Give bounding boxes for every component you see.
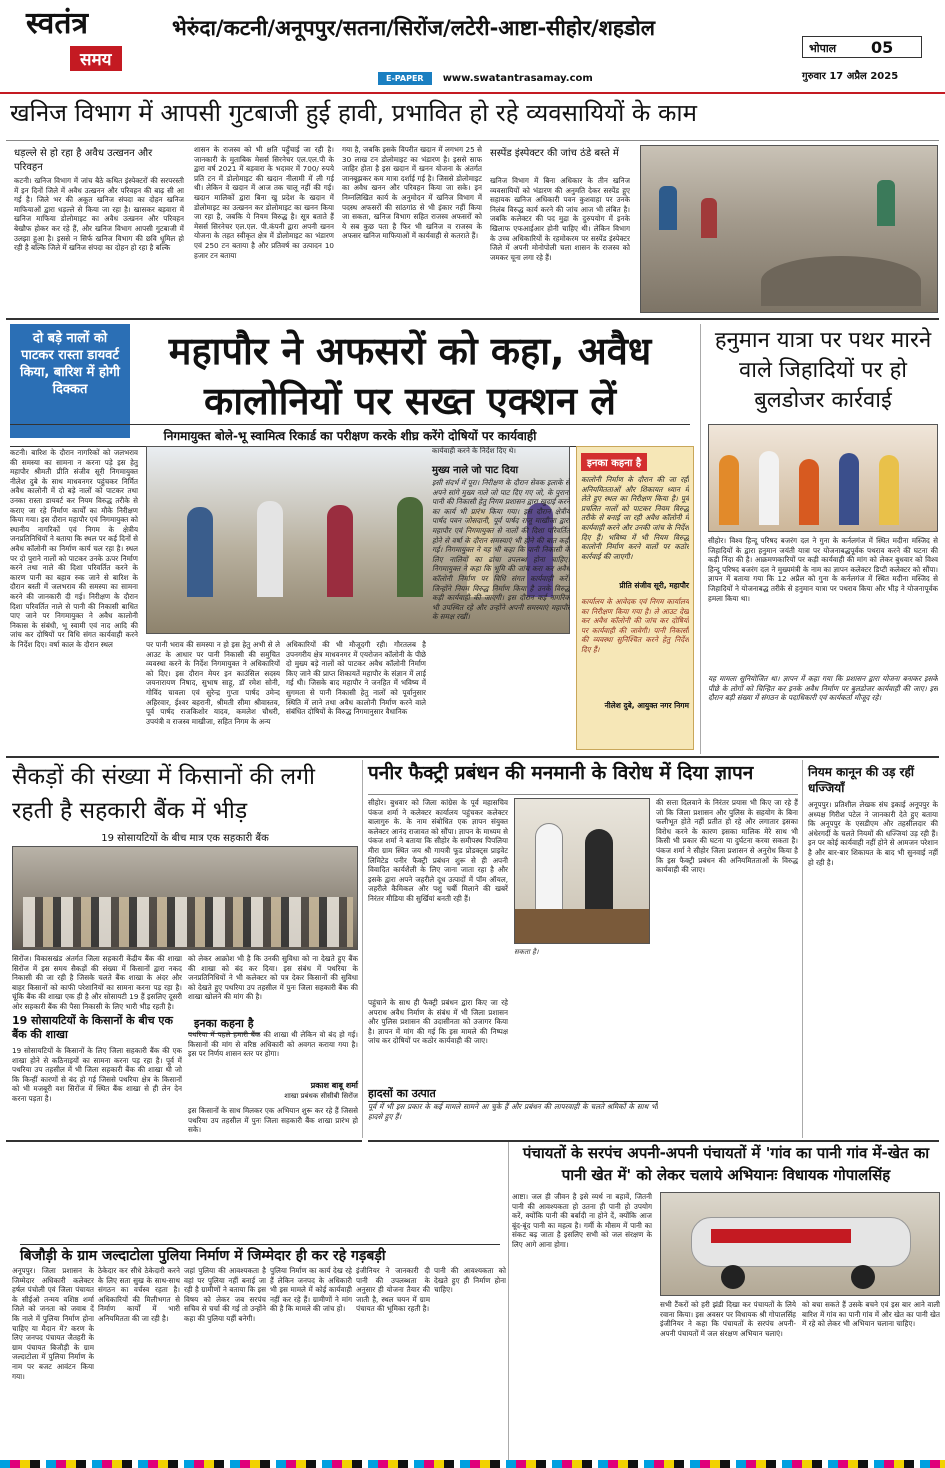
bijori-headline: बिजौड़ी के ग्राम जल्दाटोला पुलिया निर्माण में जिम्मेदार ही कर रहे गड़बड़ी	[20, 1244, 500, 1265]
mayor-col-2: पर पानी भराव की समस्या न हो इस हेतु अभी से ले आउट के आधार पर पानी निकासी की समुचित व्यवस्था करने के निर्देश निगमायुक्त ने अधिकारियों को दिए। इस दौरान मेयर इन काउंसिल सदस्य जयनारायण निषाद, सुभाष साहू, डॉ रमेश सोनी, गोविंद चावला एवं सुरेन्द्र गुप्ता पार्षद उमेन्द अहिरवार, ईश्वर बहरानी, श्रीमती सीमा श्रीवास्तव, पूर्व पार्षद राजकिशोर यादव, कमलेश चौधरी, उपयंत्री व राजस्व माखीजा, सहित निगम के अन्य	[146, 640, 280, 726]
top-story-kicker: धड़ल्ले से हो रहा है अवैध उत्खनन और परिवहन	[14, 148, 153, 173]
paneer-headline: पनीर फैक्ट्री प्रबंधन की मनमानी के विरोध में दिया ज्ञापन	[368, 762, 754, 784]
mayor-headline: महापौर ने अफसरों को कहा, अवैध कालोनियों पर सख्त एक्शन लें	[168, 329, 652, 423]
mayor-note-1-by: प्रीति संजीव सूरी, महापौर	[619, 581, 689, 590]
mayor-note-2: कार्यालय के आवेदक एवं निगम कार्यालय का निरीक्षण किया गया है। ले आउट देख कर अवैध कॉलोनी की जांच कर दोषियों पर कार्यवाही की जावेगी। पानी निकासी की व्यवस्था सुनिश्चित करने हेतु निर्देश दिए हैं।	[581, 597, 689, 654]
bank-note: पथरिया में पहले हमारी बैंक की शाखा थी लेकिन वो बंद हो गई। किसानों की मांग से वरिष्ठ अधिकारी को अवगत कराया गया है। इस पर निर्णय शासन स्तर पर होगा।	[188, 1030, 358, 1059]
paneer-col-1: सीहोर। बुधवार को जिला कांग्रेस के पूर्व महासचिव पंकज शर्मा ने कलेक्टर कार्यालय पहुंचकर कलेक्टर बालागुरु के. के नाम संबोधित एक ज्ञापन संयुक्त कलेक्टर आनंद राजावत को सौंपा। ज्ञापन के माध्यम से पंकज शर्मा ने बताया कि सीहोर के समीपस्थ पिपलिया मीरा ग्राम स्थित जय श्री गायत्री फूड प्रोडक्ट्स प्राइवेट लिमिटेड पनीर फैक्ट्री प्रबंधन शुरू से ही अपनी विवादित कार्यशैली के लिए जाना जाता रहा है और इसके द्वारा अपने जहरीले दूध उत्पादों में पॉम ऑयल, जहरीले कैमिकल और पशु चर्बी मिलाने की खबरें निरंतर मीडिया की सुर्खियां बनती रही हैं।	[368, 798, 508, 903]
top-story-headline: खनिज विभाग में आपसी गुटबाजी हुई हावी, प्रभावित हो रहे व्यवसायियों के काम	[10, 99, 697, 127]
paneer-col-2: पहुंचाने के साथ ही फैक्ट्री प्रबंधन द्वारा किए जा रहे अपराध अवैध निर्माण के संबंध में भी जिला प्रशासन और पुलिस प्रशासन की उदासीनता को उजागर किया है। ज्ञापन में मांग की गई कि इस मामले की निष्पक्ष जांच कर दोषियों पर कठोर कार्यवाही की जाए।	[368, 998, 508, 1046]
logo-top-text: स्वतंत्र	[26, 6, 89, 41]
bijori-col-5: इंजीनियर ने जानकारी दी पानी की उपलब्धता के अनुसार ही योजना तैयार की जाती है, स्थल चयन में ग्राम पंचायत की भूमिका रहती है।	[356, 1266, 430, 1314]
date-line: गुरुवार 17 अप्रैल 2025	[802, 71, 899, 82]
bijori-col-4: पुलिया निर्माण का कार्य देख रहे हैं लेकिन जनपद के अधिकारी भी इस मामले में कोई कार्यवाही नहीं कर रहे हैं। ग्रामीणों ने मांग की है कि मामले की जांच हो।	[270, 1266, 352, 1314]
bank-headline: सैकड़ों की संख्या में किसानों की लगी रहती है सहकारी बैंक में भीड़	[12, 764, 315, 824]
bank-col-1: सिरोंज। विकासखंड अंतर्गत जिला सहकारी केंद्रीय बैंक की शाखा सिरोंज में इस समय सैकड़ों की संख्या में किसानों द्वारा नकद निकासी की जा रही है जिसके चलते बैंक शाखा के अंदर और बाहर किसानों को काफी परेशानियों का सामना करना पड़ रहा है। चूंकि बैंक की शाखा एक ही है और सोसायटी 19 हैं इसलिए दूसरी ओर सहकारी बैंक की पैसा निकासी के लिए भारी भीड़ रहती है।	[12, 954, 182, 1010]
panchayat-body-3: को बचा सकते हैं उसके बचने एवं इस बार आने वाली बारिश में गांव का पानी गांव में और खेत का पानी खेत में रहे को लेकर भी अभियान चलाना चाहिए।	[802, 1300, 940, 1329]
mayor-note-box	[576, 446, 694, 750]
page-number: 05	[871, 38, 894, 57]
mayor-kicker: मुख्य नाले जो पाट दिया	[432, 465, 519, 476]
niyam-headline: नियम कानून की उड़ रहीं धज्जियाँ	[808, 765, 914, 795]
hanuman-body-2: यह मामला सुनियोजित था। ज्ञापन में कहा गया कि प्रशासन द्वारा योजना बनाकर इसके पीछे के लोगों को चिन्हित कर इनके अवैध निर्माण पर बुलडोजर कार्यवाही की जाए। इस दौरान बड़ी संख्या में संगठन के पदाधिकारी एवं कार्यकर्ता मौजूद रहे।	[708, 674, 938, 703]
hanuman-body: सीहोर। विश्व हिन्दू परिषद बजरंग दल ने गुना के कर्नलगंज में स्थित मदीना मस्जिद से जिहादियों के द्वारा हनुमान जयंती यात्रा पर योजनाबद्धपूर्वक पथराव करने की घटना की कड़ी निंदा की है। आक्रमणकारियों पर कड़ी कार्यवाही की मांग को लेकर बुधवार को विश्व हिन्दू परिषद बजरंग दल ने मुख्यमंत्री के नाम का ज्ञापन कलेक्टर डिप्टी कलेक्टर को सौंपा। ज्ञापन में बताया गया कि 12 अप्रैल को गुना के कर्नलगंज में स्थित मदीना मस्जिद से जिहादियों ने योजनाबद्ध तरीके से हनुमान यात्रा पर पथराव किया और भीड़ ने योजनापूर्वक हमला किया था।	[708, 536, 938, 603]
mayor-note-title: इनका कहना है	[581, 453, 647, 471]
bijori-col-1: अनूपपुर। जिला प्रशासन के जिम्मेदार अधिकारी कलेक्टर हर्षल पंचोली एवं जिला पंचायत के सीईओ तन्मय वशिष्ठ शर्मा जिले को जनता को जवाब दें कि नाले में पुलिया निर्माण होना चाहिए या मैदान में? करण के लिए जनपद पंचायत जैतहरी के ग्राम पंचायत बिजौड़ी के ग्राम जल्दाटोला में पुलिया निर्माण के नाम पर बजट आवंटन किया गया।	[12, 1266, 94, 1381]
cities-banner: भेरुंदा/कटनी/अनूपपुर/सतना/सिरोंज/लटेरी-आष्टा-सीहोर/शहडोल	[172, 16, 655, 40]
bank-subhead: 19 सोसायटियों के बीच मात्र एक सहकारी बैंक	[101, 833, 269, 844]
registration-bar	[0, 1460, 945, 1468]
bank-note-role: शाखा प्रबंधक सीसीबी सिरोंज	[284, 1092, 358, 1100]
bijori-col-6: पानी की आवश्यकता को देखते हुए ही निर्माण होना चाहिए।	[434, 1266, 506, 1295]
masthead	[0, 0, 945, 92]
logo-bottom-text: समय	[70, 46, 122, 71]
bank-col-2: को लेकर आक्रोश भी है कि उनकी सुविधा को ना देखते हुए बैंक की शाखा को बंद कर दिया। इस संबंध में पथरिया के जनप्रतिनिधियों ने भी कलेक्टर को पत्र देकर किसानों की सुविधा को देखते हुए पथरिया उप तहसील में पुनः जिला सहकारी बैंक की शाखा खोलने की मांग की है।	[188, 954, 358, 1002]
panchayat-body: आष्टा। जल ही जीवन है इसे व्यर्थ ना बहावें, जितनी पानी की आवश्यकता हो उतना ही पानी हो उपयोग करें, क्योंकि पानी की बर्बादी ना होने दें, क्योंकि आज बूंद-बूंद पानी का महत्व है। गर्मी के मौसम में पानी का संकट बढ़ जाता है इसलिए सभी को जल संरक्षण के लिए आगे आना होगा।	[512, 1192, 652, 1249]
bank-crowd-photo	[12, 846, 358, 950]
bijori-col-2: ठेकेदार कर सीधे ठेकेदारी करने के लिए सता सुख के साथ-साथ संगठन का वर्चस्व रहता है। अधिकारियों की मिलीभगत से निर्माण कार्यों में भारी अनियमितता की जा रही है।	[98, 1266, 180, 1323]
mayor-note-1: कालोनी निर्माण के दौरान की जा रही अनियमितताओं और शिकायत ध्यान में लेते हुए स्थल का निरीक्षण किया है। पूर्व प्रचलित नालों को पाटकर नियम विरुद्ध तरीके से बनाई जा रही अवैध कॉलोनी में कार्यवाही करने और उनकी जांच के निर्देश दिए हैं। भविष्य में भी नियम विरुद्ध कालोनी निर्माण करने वालों पर कठोर कार्रवाई की जाएगी।	[581, 475, 689, 561]
hanuman-headline: हनुमान यात्रा पर पथर मारने वाले जिहादियों पर हो बुलडोजर कार्रवाई	[714, 328, 932, 413]
panchayat-body-2: सभी टैंकरों को हरी झंडी दिखा कर पंचायतों के लिये रवाना किया। इस अवसर पर विधायक श्री गोपालसिंह इंजीनियर ने कहा कि पंचायतों के सरपंच अपनी-अपनी पंचायतों में जल संरक्षण अभियान चलाएं।	[660, 1300, 796, 1338]
top-story-kicker-2: सस्पेंड इंस्पेक्टर की जांच ठंडे बस्ते में	[490, 148, 619, 159]
top-story-col-3: गया है, जबकि इसके विपरीत खदान में लगभग 25 से 30 लाख टन डोलोमाइट का भंडारण है। इससे साफ जाहिर होता है इस खदान में खनन योजना के अंतर्गत जानबूझकर कम मात्रा दर्शाई गई है। जिससे डोलोमाइट का अवैध खनन और परिवहन किया जा सके। इन निम्नलिखित कार्य के अनुमोदन में खनिज विभाग में पदस्थ अफसरों की सांठगांठ से भी इंकार नहीं किया जा सकता, खनिज विभाग सहित राजस्व अफसरों को ये सब कुछ पता है फिर भी खनिज व राजस्व के अफसर खनिज माफियाओं में कार्यवाही से कतराते हैं।	[342, 145, 482, 241]
paneer-col-3: पूर्व में भी इस प्रकार के कई मामले सामने आ चुके हैं और प्रबंधन की लापरवाही के चलते श्रमिकों के साथ भी हादसे हुए हैं।	[368, 1102, 658, 1121]
bank-col-1b: 19 सोसायटियों के किसानों के लिए जिला सहकारी बैंक की एक शाखा होने से कठिनाइयों का सामना करना पड़ रहा है। पूर्व में पथरिया उप तहसील में भी जिला सहकारी बैंक की शाखा थी जो कि किन्हीं कारणों से बंद हो गई जिससे पथरिया क्षेत्र के किसानों को भी मजबूरी वश सिरोंज में स्थित बैंक शाखा से ही लेन देन करना पड़ता है।	[12, 1046, 182, 1103]
paneer-memorandum-photo	[514, 798, 650, 944]
mayor-col-4: इसी संदर्भ में पूरा। निरीक्षण के दौरान सेवक इलाके से अपने सांगे मुख्य नाले जो पाट दिए गए जो, के पुराना पानी की निकासी हेतु निगम प्रशासन द्वारा खुदाई करने का कार्य भी प्रारंभ किया गया। इस दौरान क्षेत्रीय पार्षद पवन जोसदानी, पूर्व पार्षद राजू माखीजा द्वारा महापौर एवं निगमायुक्त से नालों की दिशा परिवर्तित होने से वर्षा के दौरान समस्याएं भी होने की बात कही गई। निगमायुक्त ने यह भी कहा कि पानी निकासी के लिए नालियों का ढांचा उपलब्ध होना चाहिए। निगमायुक्त ने कहा कि भूमि की जांच करा कर अवैध कॉलोनी निर्माण पर विधि संगत कार्यवाही करें। जिन्होंने नियम विरुद्ध निर्माण किया है उनके विरुद्ध कड़ी कार्यवाही की जाएगी। इस दौरान कई नागरिक भी उपस्थित रहे और उन्होंने अपनी समस्याएं महापौर के समक्ष रखीं।	[432, 478, 570, 622]
panchayat-headline: पंचायतों के सरपंच अपनी-अपनी पंचायतों में 'गांव का पानी गांव में-खेत का पानी खेत में' को लेकर चलाये अभियानः विधायक गोपालसिंह	[522, 1144, 930, 1184]
website-link[interactable]: www.swatantrasamay.com	[442, 73, 593, 84]
mayor-col-3: अधिकारियों की भी मौजूदगी रही। गौरतलब है उपनगरीय क्षेत्र माधवनगर में एयरोजन कॉलोनी के पीछे दो मुख्य बड़े नालों को पाटकर अवैध कॉलोनी निर्माण किए जाने की प्राप्त शिकायतें महापौर के संज्ञान में लाई गई थी। जिसके बाद महापौर ने जनहित में भविष्य में सुगमता से पानी निकासी हेतु नालों को पूर्वानुसार स्थिति में लाने तथा अवैध कालोनी निर्माण करने वाले संबंधित दोषियों के विरुद्ध निगमानुसार वैधानिक	[286, 640, 426, 717]
top-story-col-1: कटनी। खनिज विभाग में जांच बैठे कथित इंस्पेक्टरों की सरपरस्ती में इन दिनों जिले में अवैध उत्खनन और परिवहन की बाढ़ सी आ गई है। जिले भर की अकूत खनिज संपदा का दोहन खनिज माफियाओं द्वारा धड़ल्ले से किया जा रहा है। खासकर बड़वारा में खनिज माफिया डोलोमाइट का अवैध उत्खनन और परिवहन बेखौफ होकर कर रहे हैं, और खनिज विभाग आपसी गुटबाजी में उलझा हुआ है। इससे न सिर्फ खनिज विभाग की छवि धूमिल हो रही है बल्कि जिले में खनिज संपदा का दोहन हो रहा है बल्कि	[14, 176, 184, 253]
hanuman-memorandum-photo	[708, 424, 938, 532]
edition-name: भोपाल	[809, 42, 837, 55]
mayor-side-tag: दो बड़े नालों को पाटकर रास्ता डायवर्ट किया, बारिश में होगी दिक्कत	[10, 324, 130, 438]
paneer-photo-caption: सकता है।	[514, 948, 539, 956]
mayor-note-2-by: नीलेश दुबे, आयुक्त नगर निगम	[604, 701, 689, 710]
panchayat-tanker-photo	[660, 1192, 940, 1296]
bank-note-title: इनका कहना है	[188, 1014, 260, 1034]
bank-kicker: 19 सोसायटियों के किसानों के बीच एक बैंक की शाखा	[12, 1014, 173, 1041]
epaper-label: E-PAPER	[378, 72, 432, 85]
mining-site-photo	[640, 145, 938, 313]
bank-note-by: प्रकाश बाबू शर्मा	[310, 1081, 358, 1090]
niyam-body: अनूपपुर। प्रतिशील लेखक संघ इकाई अनूपपुर के अध्यक्ष गिरीश पटेल ने जानकारी देते हुए बताया कि अनूपपुर के एसडीएम और तहसीलदार की अंधेरगर्दी के चलते नियमों की धज्जियां उड़ रही हैं। इन पर कोई कार्यवाही नहीं होने से आमजन परेशान है और बार-बार शिकायत के बाद भी सुनवाई नहीं हो रही है।	[808, 800, 938, 867]
edition-box	[802, 36, 922, 58]
epaper-bar	[378, 66, 798, 84]
mayor-col-4-top: कार्यवाही करने के निर्देश दिए थे।	[432, 446, 517, 455]
top-story-col-2: शासन के राजस्व को भी क्षति पहुँचाई जा रही है। जानकारी के मुताबिक मेसर्स सिरनेचर एल.एल.पी के द्वारा वर्ष 2021 में बड़वारा के भदावर में 700/ रुपये प्रति टन में डोलोमाइट की खदान नीलामी में ली गई थी। लेकिन वे खदान में आज तक चालू नहीं की गई। खदान मालिकों द्वारा बिना खु प्रदेश के खदान में डोलोमाइट का उत्खनन कर डोलोमाइट का खनन किया जा रहा है, जबकि ये नियम विरुद्ध है। सूत्र बताते हैं मेसर्स सिरनेचर एल.एल. पी.कंपनी द्वारा अपनी खनन योजना के तहत स्वीकृत क्षेत्र में डोलोमाइट का भंडारण एवं 250 टन बताया है और प्रतिवर्ष का उत्पादन 10 हजार टन बताया	[194, 145, 334, 260]
logo[interactable]	[26, 6, 158, 86]
mayor-col-1: कटनी। बारिश के दौरान नागरिकों को जलभराव की समस्या का सामना न करना पड़े इस हेतु महापौर श्रीमती प्रीति संजीव सूरी निगमायुक्त नीलेश दुबे के साथ माधवनगर पहुंचकर निर्मित अवैध कालोनी में दो बड़े नालों को पाटकर तथा उनका रास्ता डायवर्ट कर नियम विरुद्ध तरीके से कराए जा रहे निर्माण कार्यों का मौके निरीक्षण किया गया। इस दौरान महापौर एवं निगमायुक्त को स्थानीय नागरिकों एवं निगम के क्षेत्रीय जनप्रतिनिधियों ने बताया कि स्थल पर कई दिनों से अवैध कॉलोनी का निर्माण कार्य चल रहा है। स्थल पर दो पुराने नालों को पाटकर उनके ऊपर निर्माण करने तथा नाले की दिशा परिवर्तित करने के कारण पानी का बहाव रुक जाने से बारिश के दौरान बस्ती में जलभराव की समस्या का सामना करने की जानकारी दी गई। निरीक्षण के दौरान दिशा परिवर्तित नाले से पानी की निकासी बाधित पाए जाने पर निगमायुक्त ने अवैध कालोनी निकास के संबंधी, भू स्वामी एवं नाद आदि की जांच कर दोषियों पर विधि संगत कार्यवाही करने के निर्देश दिए। वर्षा काल के दौरान स्थल	[10, 448, 138, 649]
bijori-col-3: जहां पुलिया की आवश्यकता है वहां पर पुलिया नहीं बनाई जा रही है ग्रामीणों ने बताया कि इस विषय को लेकर जब सरपंच सचिव से चर्चा की गई तो उन्होंने कहा की पुलिया यहीं बनेगी।	[184, 1266, 266, 1323]
paneer-kicker: हादसों का उत्पात	[368, 1086, 658, 1102]
bank-col-2b: इस किसानों के साथ मिलकर एक अभियान शुरू कर रहे हैं जिससे पथरिया उप तहसील में पुनः जिला सहकारी बैंक शाखा प्रारंभ हो सके।	[188, 1106, 358, 1135]
paneer-col-4: की सत्ता दिलवाने के निरंतर प्रयास भी किए जा रहे हैं जो कि जिला प्रशासन और पुलिस के सहयोग के बिना फलीभूत होते नहीं प्रतीत हो रहे और लगातार इसका विरोध करने के कारण इसका मालिक मेरे साथ भी किसी भी प्रकार की घटना या दुर्घटना करवा सकता है। पंकज शर्मा ने सीहोर जिला प्रशासन से अनुरोध किया है कि इस फैक्ट्री प्रबंधन की अनियमितताओं के विरुद्ध कार्यवाही की जाए।	[656, 798, 798, 875]
mayor-subhead: निगमायुक्त बोले-भू स्वामित्व रिकार्ड का परीक्षण करके शीघ्र करेंगे दोषियों पर कार्यवाही	[10, 424, 690, 447]
top-story-col-4: खनिज विभाग में बिना अधिकार के तीन खनिज व्यवसायियों को भंडारण की अनुमति देकर सस्पेंड हुए सहायक खनिज अधिकारी पवन कुशवाहा पर उनके निलंब विरुद्ध कार्य करने की जांच आज भी लंबित है। जबकि कलेक्टर की पद मुद्रा के दुरुपयोग में इनके खिलाफ एफआईआर होनी चाहिए थी। लेकिन विभाग के उच्च अधिकारियों के रहमोकरम पर सस्पेंड इंस्पेक्टर जिले में अपनी मोनोपोली चला शासन के राजस्व को जमकर चूना लगा रहे हैं।	[490, 176, 630, 262]
